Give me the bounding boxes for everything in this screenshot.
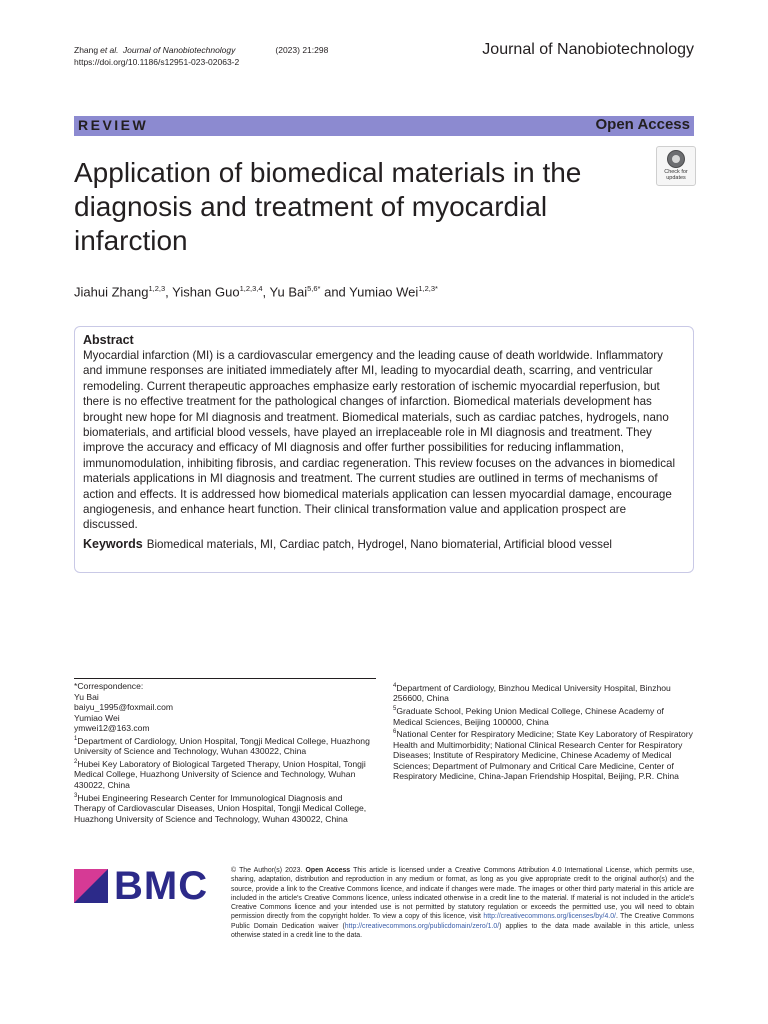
- bmc-logo[interactable]: [74, 865, 214, 907]
- keywords-label: Keywords: [83, 536, 143, 551]
- correspondent-email[interactable]: ymwei12@163.com: [74, 723, 150, 734]
- citation-volume: (2023) 21:298: [275, 45, 329, 55]
- footnotes-right: [393, 681, 693, 782]
- keywords-list: Biomedical materials, MI, Cardiac patch, Hydrogel, Nano biomaterial, Artificial blood vessel: [146, 537, 612, 551]
- abstract-text: Myocardial infarction (MI) is a cardiovascular emergency and the leading cause of death worldwide. Inflammatory and immune responses are initiated immediately after MI, leading to myocardial death, scarring, and ventricular remodeling. Current therapeutic approaches emphasize early restoration of ischemic myocardial reperfusion, but there is no effective treatment for the pathological changes of infarction. Biomedical materials development has brought new hope for MI diagnosis and treatment. Biomedical materials, such as cardiac patches, hydrogels, nano biomaterials, and artificial blood vessels, have played an irreplaceable role in MI diagnosis and treatment. They improve the accuracy and efficacy of MI diagnosis and offer further possibilities for reducing inflammation, immunomodulation, inhibiting fibrosis, and cardiac regeneration. This review focuses on the advances in biomedical materials applications in MI diagnosis and treatment. The current studies are outlined in terms of mechanisms of action and effects. It is addressed how biomedical materials application can lessen myocardial damage, encourage angiogenesis, and enhance heart function. Their clinical transformation value and application prospect are discussed.: [83, 349, 676, 532]
- correspondence-label: *Correspondence:: [74, 681, 144, 691]
- affiliation: $^2$Hubei Key Laboratory of Biological Targeted Therapy, Union Hospital, Tongji Medical College, Huazhong University of Science and Technology, Wuhan 430022, China: [74, 758, 366, 791]
- publicdomain-link[interactable]: http://creativecommons.org/publicdomain/zero/1.0/: [344, 922, 500, 930]
- license-link[interactable]: http://creativecommons.org/licenses/by/4.0/: [483, 913, 616, 921]
- license-open-access: Open Access: [305, 867, 351, 874]
- journal-name: Journal of Nanobiotechnology: [482, 41, 694, 58]
- footnotes-left: [74, 681, 374, 824]
- correspondent-email[interactable]: baiyu_1995@foxmail.com: [74, 702, 174, 713]
- affiliation: $^3$Hubei Engineering Research Center for Immunological Diagnosis and Therapy of Cardiovascular Diseases, Union Hospital, Tongji Medical College, Huazhong University of Science and Technology, Wuhan 430022, China: [74, 792, 367, 824]
- author-name[interactable]: Yumiao Wei: [349, 284, 419, 300]
- author-name[interactable]: Yishan Guo: [172, 284, 240, 300]
- article-title: Application of biomedical materials in the diagnosis and treatment of myocardial infarction: [74, 157, 582, 256]
- citation-authors: Zhang: [74, 45, 99, 55]
- correspondent-name: Yumiao Wei: [74, 712, 120, 723]
- check-updates-label: Check for updates: [664, 169, 688, 181]
- correspondent-name: Yu Bai: [74, 691, 99, 702]
- abstract-box: [74, 326, 694, 573]
- open-access-label: Open Access: [595, 116, 690, 133]
- affiliation: $^4$Department of Cardiology, Binzhou Medical University Hospital, Binzhou 256600, China: [393, 682, 671, 704]
- license-text: © The Author(s) 2023. Open Access This article is licensed under a Creative Commons Attribution 4.0 International License, which permits use, sharing, adaptation, distribution and reproduction in any medium or format, as long as you give appropriate credit to the original author(s) and the source, provide a link to the Creative Commons licence, and indicate if changes were made. The images or other third party material in this article are included in the article's Creative Commons licence, unless indicated otherwise in a credit line to the material. If material is not included in the article's Creative Commons licence and your intended use is not permitted by statutory regulation or exceeds the permitted use, you will need to obtain permission directly from the copyright holder. To view a copy of this licence, visit http://creativecommons.org/licenses/by/4.0/. The Creative Commons Public Domain Dedication waiver (http://creativecommons.org/publicdomain/zero/1.0/) applies to the data made available in this article, unless otherwise stated in a credit line to the data.: [231, 867, 695, 940]
- affiliation: $^5$Graduate School, Peking Union Medical College, Chinese Academy of Medical Sciences, Beijing 100000, China: [393, 705, 664, 727]
- article-type-label: REVIEW: [78, 117, 149, 133]
- author-list: Jiahui Zhang$^{1,2,3}$, Yishan Guo$^{1,2,3,4}$, Yu Bai$^{5,6*}$ and Yumiao Wei$^{1,2,3*}$: [74, 284, 438, 300]
- check-updates-icon: [667, 150, 685, 168]
- check-for-updates-button[interactable]: [656, 146, 696, 186]
- author-affiliation: 1,2,3,4: [239, 284, 263, 293]
- author-name[interactable]: Jiahui Zhang: [74, 284, 149, 300]
- bmc-logo-accent: [74, 869, 108, 903]
- author-name[interactable]: Yu Bai: [269, 284, 308, 300]
- footnote-divider: [74, 678, 376, 679]
- author-affiliation: 1,2,3: [148, 284, 166, 293]
- author-affiliation: 5,6*: [307, 284, 321, 293]
- citation-line: [74, 44, 330, 56]
- citation-etal: et al.: [100, 45, 119, 55]
- keywords: [83, 537, 683, 552]
- doi-link[interactable]: https://doi.org/10.1186/s12951-023-02063-2: [74, 57, 240, 67]
- abstract-heading: Abstract: [83, 333, 134, 347]
- affiliation: $^1$Department of Cardiology, Union Hospital, Tongji Medical College, Huazhong University of Science and Technology, Wuhan 430022, China: [74, 735, 370, 757]
- affiliation: $^6$National Center for Respiratory Medicine; State Key Laboratory of Respiratory Health and Multimorbidity; National Clinical Research Center for Respiratory Diseases; Institute of Respiratory Medicine, Chinese Academy of Medical Sciences; Department of Pulmonary and Critical Care Medicine, Center of Respiratory Medicine, China-Japan Friendship Hospital, Beijing, P.R. China: [393, 728, 693, 782]
- bmc-logo-text: BMC: [114, 864, 209, 908]
- article-type-band: [74, 116, 694, 136]
- citation-journal: Journal of Nanobiotechnology: [122, 45, 236, 55]
- author-affiliation: 1,2,3*: [418, 284, 438, 293]
- running-header: [74, 44, 330, 68]
